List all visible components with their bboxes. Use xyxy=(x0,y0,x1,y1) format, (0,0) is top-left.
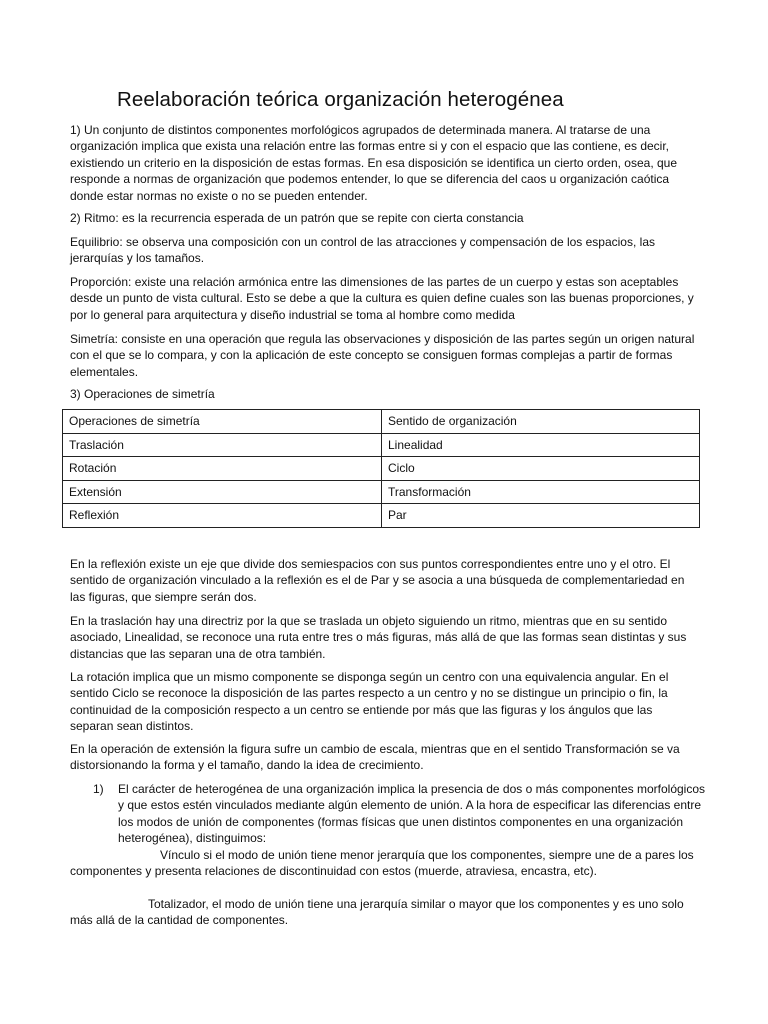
paragraph-vinculo: Vínculo si el modo de unión tiene menor jerarquía que los componentes, siempre une de a pares los componentes y presenta relaciones de discontinuidad con estos (muerde, atraviesa, encastra, etc). xyxy=(70,848,694,879)
paragraph-equilibrio: Equilibrio: se observa una composición con un control de las atracciones y compensación de los espacios, las jerarquías y los tamaños. xyxy=(70,235,655,266)
table-cell: Transformación xyxy=(382,480,700,504)
paragraph-rotacion: La rotación implica que un mismo componente se disponga según un centro con una equivalencia angular. En el sentido Ciclo se reconoce la disposición de las partes respecto a un centro y no se distingue un principio o fin, la continuidad de la composición respecto a un centro se entiende por más que las figuras y los ángulos que las separan sean distintos. xyxy=(70,670,669,734)
table-cell: Rotación xyxy=(63,457,382,481)
table-cell: Traslación xyxy=(63,433,382,457)
table-cell: Extensión xyxy=(63,480,382,504)
list-number: 1) xyxy=(93,782,104,796)
table-cell: Ciclo xyxy=(382,457,700,481)
table-row xyxy=(63,457,700,481)
paragraph-proporcion: Proporción: existe una relación armónica entre las dimensiones de las partes de un cuerpo y estas son aceptables desde un punto de vista cultural. Esto se debe a que la cultura es quien define cuales son las buenas proporciones, y por lo general para arquitectura y diseño industrial se toma al hombre como medida xyxy=(70,275,694,322)
paragraph-reflexion: En la reflexión existe un eje que divide dos semiespacios con sus puntos correspondientes entre uno y el otro. El sentido de organización vinculado a la reflexión es el de Par y se asocia a una búsqueda de complementariedad en las figuras, que siempre serán dos. xyxy=(70,557,685,604)
table-cell: Par xyxy=(382,504,700,528)
list-item-heterogenea: El carácter de heterogénea de una organización implica la presencia de dos o más componentes morfológicos y que estos estén vinculados mediante algún elemento de unión. A la hora de especificar las diferencias entre los modos de unión de componentes (formas físicas que unen distintos componentes en una organización heterogénea), distinguimos: xyxy=(118,782,706,846)
paragraph-operaciones-heading: 3) Operaciones de simetría xyxy=(70,387,215,401)
table-row xyxy=(63,433,700,457)
paragraph-extension: En la operación de extensión la figura sufre un cambio de escala, mientras que en el sentido Transformación se va distorsionando la forma y el tamaño, dando la idea de crecimiento. xyxy=(70,742,680,773)
paragraph-totalizador: Totalizador, el modo de unión tiene una jerarquía similar o mayor que los componentes y es uno solo más allá de la cantidad de componentes. xyxy=(70,897,684,928)
paragraph-ritmo: 2) Ritmo: es la recurrencia esperada de un patrón que se repite con cierta constancia xyxy=(70,211,524,225)
paragraph-simetria: Simetría: consiste en una operación que regula las observaciones y disposición de las partes según un origen natural con el que se lo compara, y con la aplicación de este concepto se consiguen formas complejas a partir de formas elementales. xyxy=(70,332,695,379)
table-row xyxy=(63,480,700,504)
table-cell: Reflexión xyxy=(63,504,382,528)
paragraph-traslacion: En la traslación hay una directriz por la que se traslada un objeto siguiendo un ritmo, mientras que en su sentido asociado, Linealidad, se reconoce una ruta entre tres o más figuras, más allá de que las formas sean distintas y sus distancias que las separan una de otra también. xyxy=(70,614,687,661)
table-header-row xyxy=(63,410,700,434)
table-header-cell: Operaciones de simetría xyxy=(63,410,382,434)
table-cell: Linealidad xyxy=(382,433,700,457)
table-row xyxy=(63,504,700,528)
table-header-cell: Sentido de organización xyxy=(382,410,700,434)
document-title: Reelaboración teórica organización heterogénea xyxy=(117,88,564,111)
symmetry-operations-table xyxy=(62,409,700,528)
paragraph-organization: 1) Un conjunto de distintos componentes morfológicos agrupados de determinada manera. Al tratarse de una organización implica que exista una relación entre las formas entre si y con el espacio que las contiene, es decir, existiendo un criterio en la disposición de estas formas. En esa disposición se identifica un cierto orden, osea, que responde a normas de organización que podemos entender, lo que se diferencia del caos u organización caótica donde estar normas no existe o no se pueden entender. xyxy=(70,123,678,203)
